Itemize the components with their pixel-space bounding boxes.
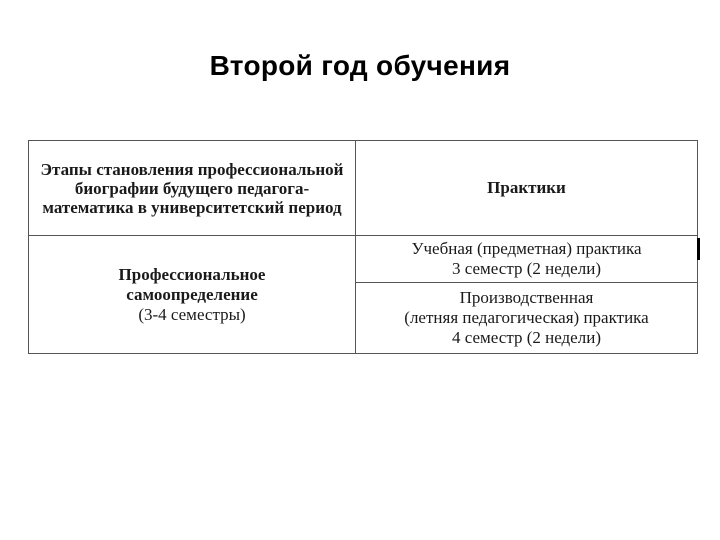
practice-1-line1: Учебная (предметная) практика	[411, 239, 642, 259]
stage-name-line2: самоопределение	[126, 284, 258, 304]
table-header-row	[29, 141, 698, 236]
practices-table	[28, 140, 698, 354]
stage-semesters: (3-4 семестры)	[138, 304, 246, 324]
table-row	[29, 236, 698, 283]
practice-1-line2: 3 семестр (2 недели)	[452, 259, 601, 279]
practice-cell-2	[356, 282, 698, 353]
header-practices: Практики	[356, 141, 698, 236]
edge-marker	[697, 238, 700, 260]
stage-name-line1: Профессиональное	[118, 264, 266, 284]
practice-2-line2: (летняя педагогическая) практика	[404, 307, 649, 327]
stage-cell	[29, 236, 356, 354]
slide-title: Второй год обучения	[209, 50, 511, 81]
practice-2-line3: 4 семестр (2 недели)	[452, 327, 601, 347]
practice-cell-1	[356, 236, 698, 283]
practice-2-line1: Производственная	[459, 287, 594, 307]
header-stages: Этапы становления профессиональной биографии будущего педагога-математика в университетский период	[29, 141, 356, 236]
